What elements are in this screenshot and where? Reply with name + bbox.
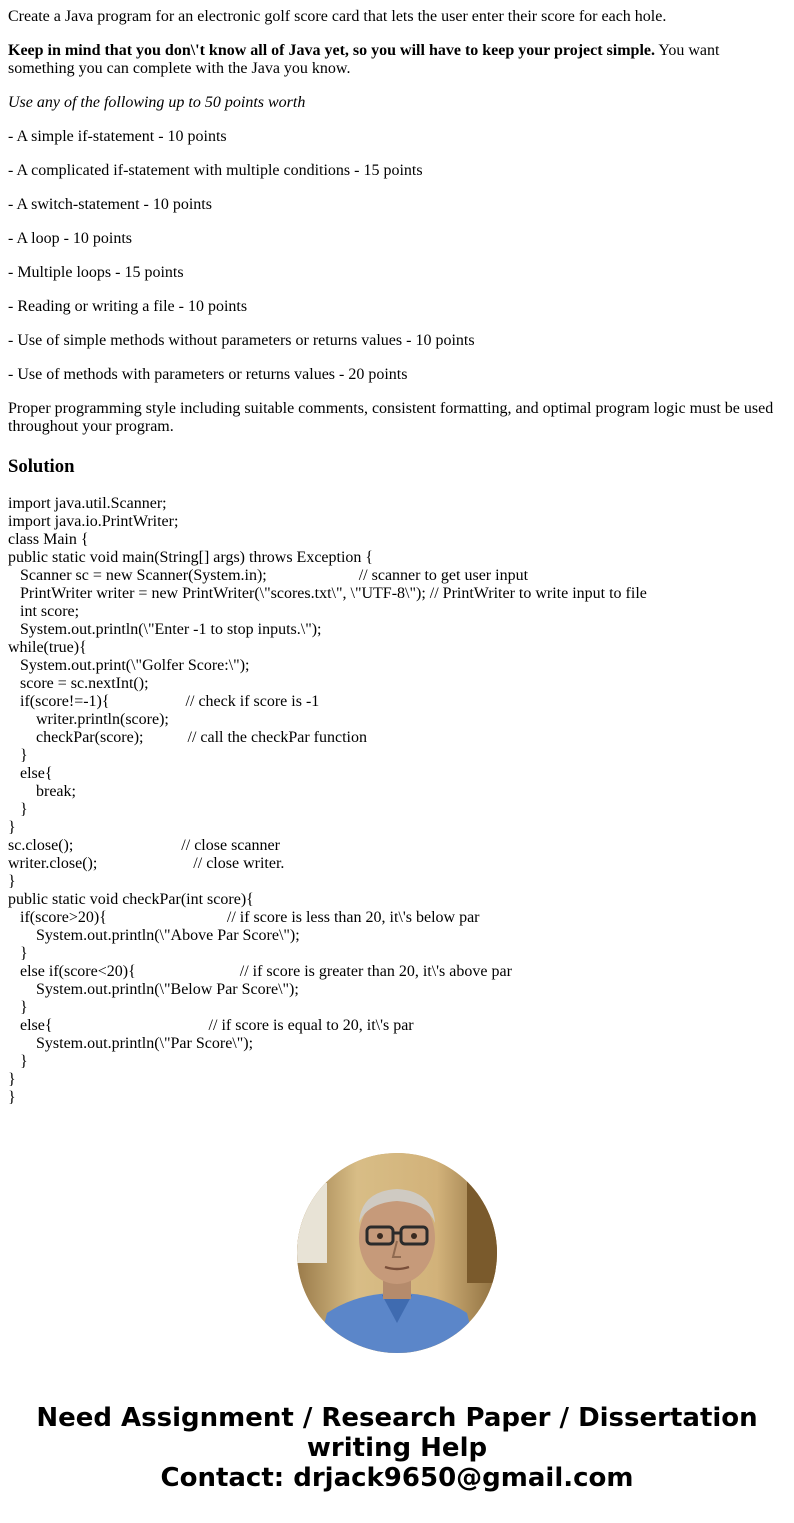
- code-line: Scanner sc = new Scanner(System.in); // scanner to get user input: [8, 567, 529, 584]
- style-note: Proper programming style including suitable comments, consistent formatting, and optimal program logic must be used throughout your program.: [8, 400, 774, 435]
- code-line: }: [8, 999, 28, 1016]
- author-avatar: [297, 1153, 497, 1353]
- keep-in-mind-paragraph: [8, 42, 786, 78]
- keep-in-mind-rest: You want something you can complete with the Java you know.: [8, 42, 720, 77]
- points-heading-text: Use any of the following up to 50 points worth: [8, 94, 306, 111]
- criteria-item: - A simple if-statement - 10 points: [8, 128, 227, 145]
- code-line: score = sc.nextInt();: [8, 675, 149, 692]
- code-line: if(score!=-1){ // check if score is -1: [8, 693, 320, 710]
- criteria-item: - A switch-statement - 10 points: [8, 196, 212, 213]
- points-heading: [8, 94, 786, 112]
- solution-code: [8, 495, 786, 1107]
- person-photo-icon: [297, 1153, 497, 1353]
- code-line: System.out.print(\"Golfer Score:\");: [8, 657, 250, 674]
- code-line: }: [8, 873, 16, 890]
- code-line: }: [8, 1071, 16, 1088]
- footer-line-1: Need Assignment / Research Paper / Dissertation: [36, 1403, 758, 1433]
- code-line: }: [8, 819, 16, 836]
- code-line: int score;: [8, 603, 80, 620]
- code-line: else{ // if score is equal to 20, it\'s par: [8, 1017, 414, 1034]
- code-line: else if(score<20){ // if score is greater than 20, it\'s above par: [8, 963, 512, 980]
- footer-line-3: Contact: drjack9650@gmail.com: [160, 1463, 634, 1493]
- code-line: import java.io.PrintWriter;: [8, 513, 179, 530]
- code-line: System.out.println(\"Enter -1 to stop inputs.\");: [8, 621, 322, 638]
- code-line: }: [8, 945, 28, 962]
- code-line: import java.util.Scanner;: [8, 495, 167, 512]
- footer-contact: [0, 1403, 794, 1493]
- code-line: writer.println(score);: [8, 711, 169, 728]
- code-line: checkPar(score); // call the checkPar function: [8, 729, 367, 746]
- code-line: }: [8, 801, 28, 818]
- keep-in-mind-bold: Keep in mind that you don\'t know all of Java yet, so you will have to keep your project simple.: [8, 42, 655, 59]
- criteria-item: - A loop - 10 points: [8, 230, 133, 247]
- code-line: public static void main(String[] args) throws Exception {: [8, 549, 374, 566]
- criteria-item: - Multiple loops - 15 points: [8, 264, 184, 281]
- code-line: break;: [8, 783, 76, 800]
- code-line: PrintWriter writer = new PrintWriter(\"scores.txt\", \"UTF-8\"); // PrintWriter to write input to file: [8, 585, 647, 602]
- criteria-item: - A complicated if-statement with multiple conditions - 15 points: [8, 162, 423, 179]
- code-line: while(true){: [8, 639, 87, 656]
- code-line: System.out.println(\"Above Par Score\");: [8, 927, 300, 944]
- code-line: class Main {: [8, 531, 89, 548]
- code-line: }: [8, 1089, 16, 1106]
- code-line: public static void checkPar(int score){: [8, 891, 254, 908]
- criteria-item: - Reading or writing a file - 10 points: [8, 298, 248, 315]
- criteria-item: - Use of methods with parameters or returns values - 20 points: [8, 366, 408, 383]
- code-line: }: [8, 1053, 28, 1070]
- criteria-item: - Use of simple methods without parameters or returns values - 10 points: [8, 332, 475, 349]
- code-line: writer.close(); // close writer.: [8, 855, 285, 872]
- code-line: if(score>20){ // if score is less than 20, it\'s below par: [8, 909, 480, 926]
- code-line: sc.close(); // close scanner: [8, 837, 280, 854]
- code-line: else{: [8, 765, 53, 782]
- code-line: }: [8, 747, 28, 764]
- code-line: System.out.println(\"Par Score\");: [8, 1035, 254, 1052]
- task-description: Create a Java program for an electronic golf score card that lets the user enter their score for each hole.: [8, 8, 667, 25]
- footer-line-2: writing Help: [306, 1433, 488, 1463]
- solution-heading: Solution: [8, 456, 75, 477]
- code-line: System.out.println(\"Below Par Score\");: [8, 981, 299, 998]
